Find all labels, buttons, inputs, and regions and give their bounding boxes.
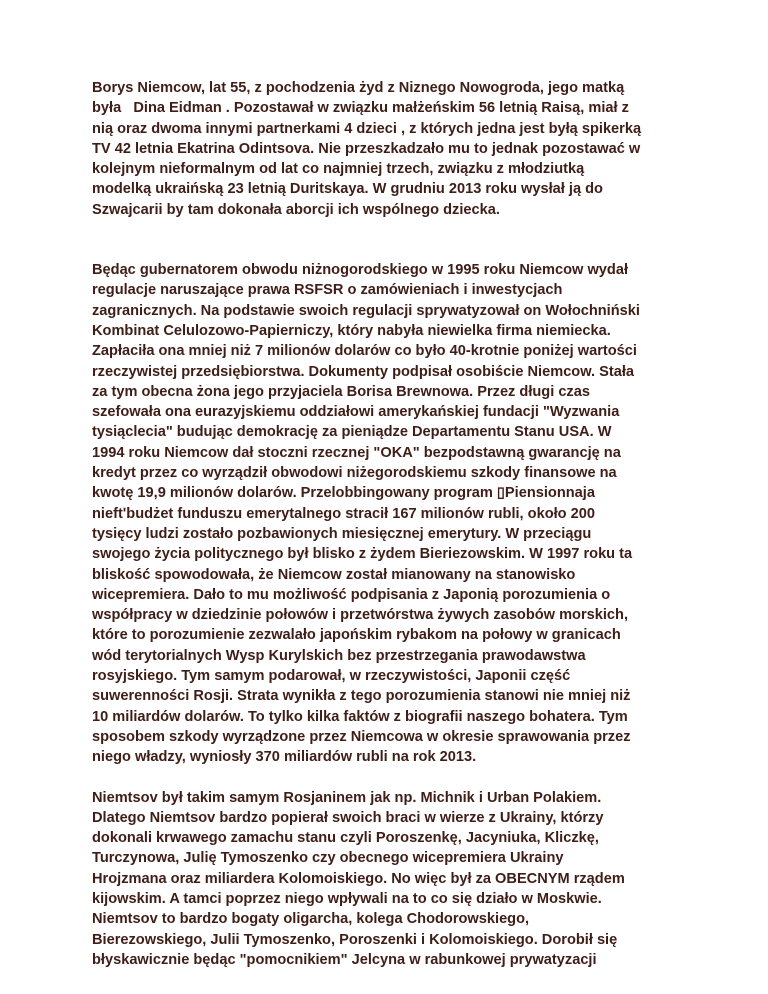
text-line: kwotę 19,9 milionów dolarów. Przelobbingowany program ▯Piensionnaja <box>92 485 595 502</box>
text-line: zagranicznych. Na podstawie swoich regulacji sprywatyzował on Wołochniński <box>92 302 640 319</box>
text-line: kijowskim. A tamci poprzez niego wpływali na to co się działo w Moskwie. <box>92 890 602 907</box>
text-line: Niemtsov to bardzo bogaty oligarcha, kolega Chodorowskiego, <box>92 911 530 928</box>
document-page <box>92 78 692 970</box>
text-line: Bierezowskiego, Julii Tymoszenko, Poroszenki i Kolomoiskiego. Dorobił się <box>92 931 618 948</box>
text-line: Hrojzmana oraz miliardera Kolomoiskiego. No więc był za OBECNYM rządem <box>92 870 625 887</box>
text-line: za tym obecna żona jego przyjaciela Borisa Brewnowa. Przez długi czas <box>92 383 590 400</box>
text-line: bliskość spowodowała, że Niemcow został mianowany na stanowisko <box>92 566 576 583</box>
text-line: współpracy w dziedzinie połowów i przetwórstwa żywych zasobów morskich, <box>92 607 629 624</box>
text-line: Kombinat Celulozowo-Papierniczy, który nabyła niewielka firma niemiecka. <box>92 322 611 339</box>
text-line: które to porozumienie zezwalało japońskim rybakom na połowy w granicach <box>92 627 621 644</box>
text-line: niego władzy, wyniosły 370 miliardów rubli na rok 2013. <box>92 749 477 766</box>
text-line: Zapłaciła ona mniej niż 7 milionów dolarów co było 40-krotnie poniżej wartości <box>92 343 637 360</box>
text-line: 10 miliardów dolarów. To tylko kilka faktów z biografii naszego bohatera. Tym <box>92 708 628 725</box>
text-line: Turczynowa, Julię Tymoszenko czy obecnego wicepremiera Ukrainy <box>92 850 564 867</box>
paragraph-niemtsov <box>92 788 692 971</box>
paragraph-biography <box>92 78 692 220</box>
text-line: nią oraz dwoma innymi partnerkami 4 dzieci , z których jedna jest byłą spikerką <box>92 120 642 137</box>
text-line: tysięcy ludzi zostało pozbawionych miesięcznej emerytury. W przeciągu <box>92 525 592 542</box>
text-line: TV 42 letnia Ekatrina Odintsova. Nie przeszkadzało mu to jednak pozostawać w <box>92 140 641 157</box>
text-line: kredyt przez co wyrządził obwodowi niżegorodskiemu szkody finansowe na <box>92 465 617 482</box>
text-line: nieftʹbudżet funduszu emerytalnego stracił 167 milionów rubli, około 200 <box>92 505 595 522</box>
text-line: kolejnym nieformalnym od lat co najmniej trzech, związku z młodziutką <box>92 161 585 178</box>
text-line: rzeczywistej przedsiębiorstwa. Dokumenty podpisał osobiście Niemcow. Stała <box>92 363 635 380</box>
text-line: tysiąclecia" budując demokrację za pieniądze Departamentu Stanu USA. W <box>92 424 612 441</box>
text-line: Będąc gubernatorem obwodu niżnogorodskiego w 1995 roku Niemcow wydał <box>92 262 629 279</box>
text-line: 1994 roku Niemcow dał stoczni rzecznej "OKA" bezpodstawną gwarancję na <box>92 444 621 461</box>
text-line: sposobem szkody wyrządzone przez Niemcowa w okresie sprawowania przez <box>92 728 631 745</box>
text-line: szefowała ona eurazyjskiemu oddziałowi amerykańskiej fundacji "Wyzwania <box>92 404 620 421</box>
text-line: suwerenności Rosji. Strata wynikła z tego porozumienia stanowi nie mniej niż <box>92 688 631 705</box>
text-line: dokonali krwawego zamachu stanu czyli Poroszenkę, Jacyniuka, Kliczkę, <box>92 830 599 847</box>
text-line: Borys Niemcow, lat 55, z pochodzenia żyd z Niznego Nowogroda, jego matką <box>92 80 625 96</box>
text-line: rosyjskiego. Tym samym podarował, w rzeczywistości, Japonii część <box>92 668 571 685</box>
text-line: Dlatego Niemtsov bardzo popierał swoich braci w wierze z Ukrainy, którzy <box>92 809 604 826</box>
text-line: Niemtsov był takim samym Rosjaninem jak np. Michnik i Urban Polakiem. <box>92 789 602 806</box>
text-line: była Dina Eidman . Pozostawał w związku małżeńskim 56 letnią Raisą, miał z <box>92 100 629 117</box>
text-line: Szwajcarii by tam dokonała aborcji ich wspólnego dziecka. <box>92 201 500 218</box>
paragraph-governor <box>92 260 692 767</box>
text-line: błyskawicznie będąc "pomocnikiem" Jelcyna w rabunkowej prywatyzacji <box>92 951 597 968</box>
text-line: modelką ukraińską 23 letnią Duritskaya. W grudniu 2013 roku wysłał ją do <box>92 181 603 198</box>
text-line: wód terytorialnych Wysp Kurylskich bez przestrzegania prawodawstwa <box>92 647 586 664</box>
text-line: regulacje naruszające prawa RSFSR o zamówieniach i inwestycjach <box>92 282 563 299</box>
text-line: wicepremiera. Dało to mu możliwość podpisania z Japonią porozumienia o <box>92 586 611 603</box>
text-line: swojego życia politycznego był blisko z żydem Bieriezowskim. W 1997 roku ta <box>92 546 633 563</box>
